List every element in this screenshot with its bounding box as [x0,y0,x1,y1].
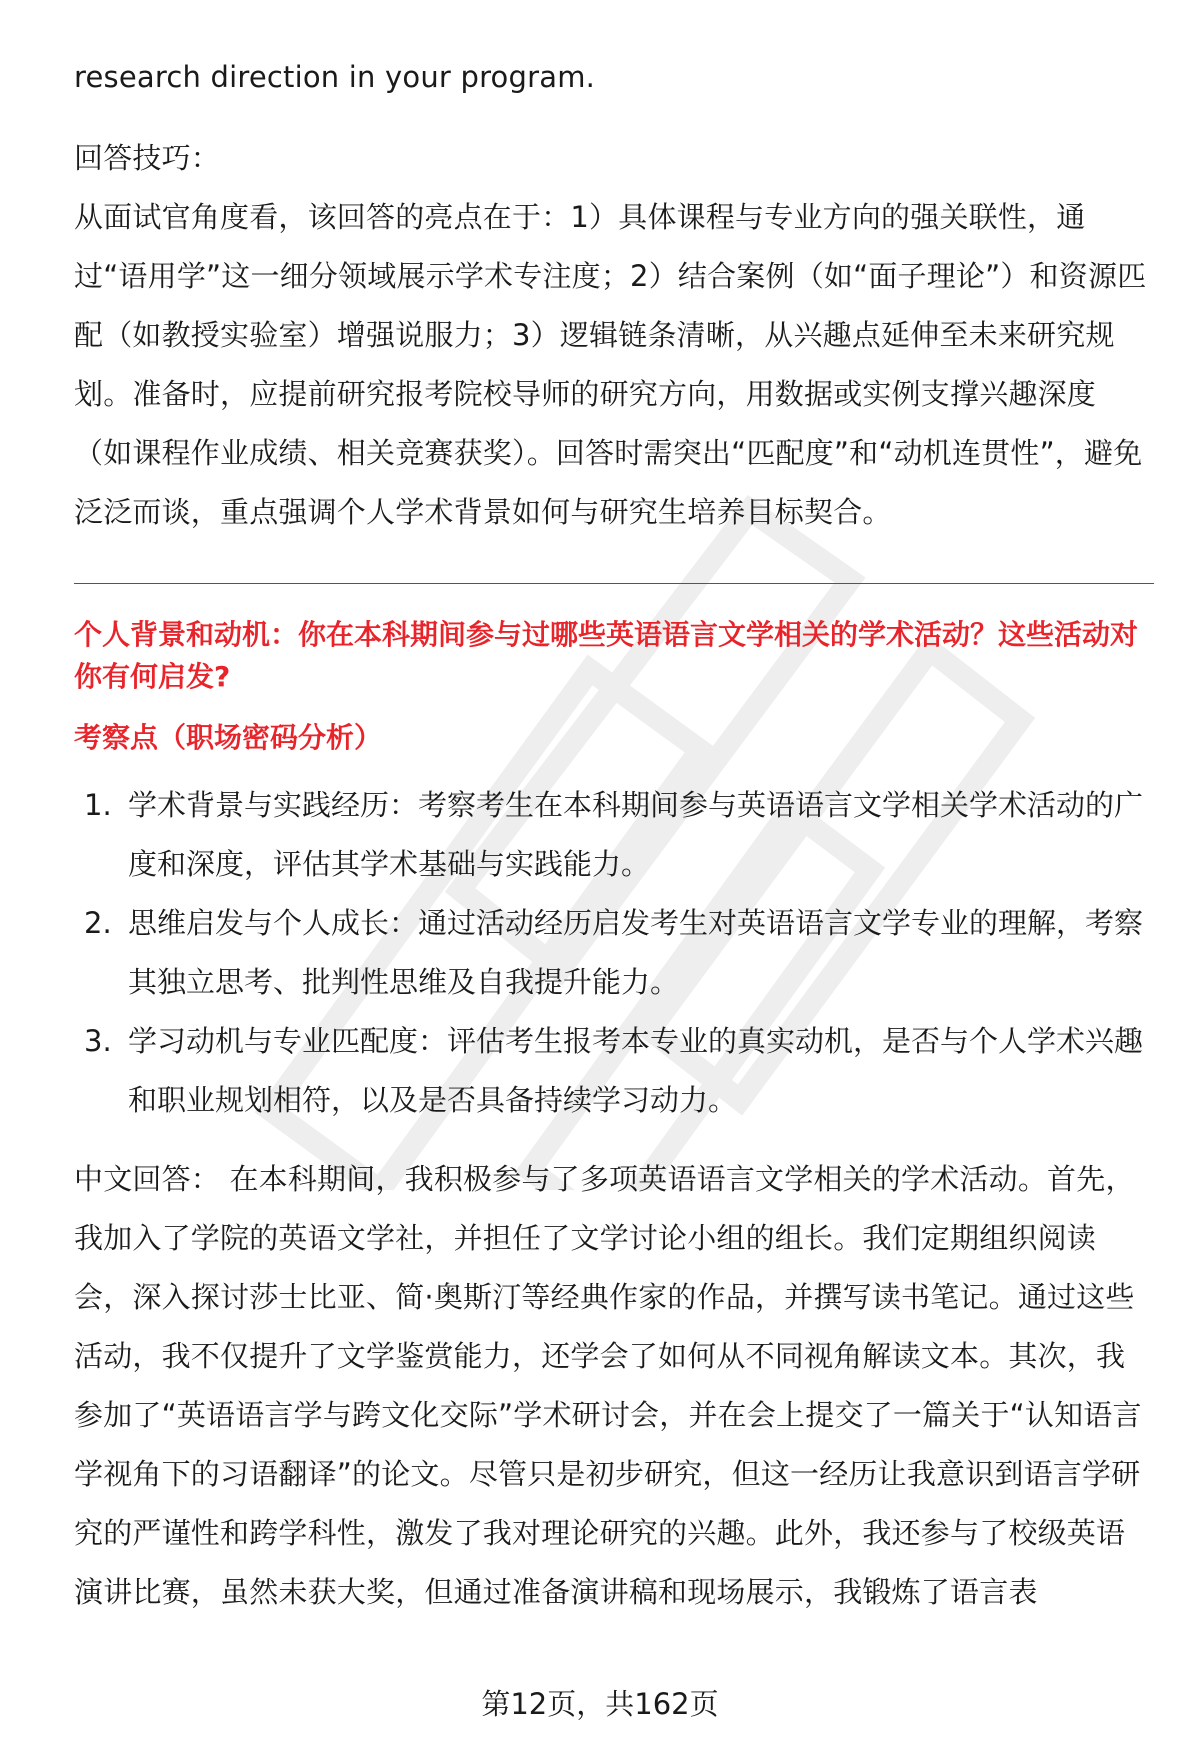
tips-label: 回答技巧： [74,141,221,175]
list-item-number: 2. [84,906,112,940]
question-heading: 个人背景和动机：你在本科期间参与过哪些英语语言文学相关的学术活动？这些活动对你有何启发? [74,618,1139,693]
intro-line: research direction in your program. [74,60,596,94]
answer-text: 在本科期间，我积极参与了多项英语语言文学相关的学术活动。首先，我加入了学院的英语文学社，并担任了文学讨论小组的组长。我们定期组织阅读会，深入探讨莎士比亚、简·奥斯汀等经典作家的作品，并撰写读书笔记。通过这些活动，我不仅提升了文学鉴赏能力，还学会了如何从不同视角解读文本。其次，我参加了“英语语言学与跨文化交际”学术研讨会，并在会上提交了一篇关于“认知语言学视角下的习语翻译”的论文。尽管只是初步研究，但这一经历让我意识到语言学研究的严谨性和跨学科性，激发了我对理论研究的兴趣。此外，我还参与了校级英语演讲比赛，虽然未获大奖，但通过准备演讲稿和现场展示，我锻炼了语言表 [74,1162,1142,1609]
document-page [74,48,1154,1622]
list-item [74,894,1154,1012]
exam-points-heading: 考察点（职场密码分析） [74,721,383,754]
answer-paragraph [74,1150,1154,1622]
tips-paragraph: 从面试官角度看，该回答的亮点在于：1）具体课程与专业方向的强关联性，通过“语用学”这一细分领域展示学术专注度；2）结合案例（如“面子理论”）和资源匹配（如教授实验室）增强说服力；3）逻辑链条清晰，从兴趣点延伸至未来研究规划。准备时，应提前研究报考院校导师的研究方向，用数据或实例支撑兴趣深度（如课程作业成绩、相关竞赛获奖）。回答时需突出“匹配度”和“动机连贯性”，避免泛泛而谈，重点强调个人学术背景如何与研究生培养目标契合。 [74,200,1147,529]
list-item [74,776,1154,894]
list-item-number: 3. [84,1024,112,1058]
answer-label: 中文回答： [74,1162,221,1196]
list-item-number: 1. [84,788,112,822]
exam-points-list [74,776,1154,1130]
list-item-text: 学习动机与专业匹配度：评估考生报考本专业的真实动机，是否与个人学术兴趣和职业规划相符，以及是否具备持续学习动力。 [128,1024,1144,1117]
list-item [74,1012,1154,1130]
list-item-text: 学术背景与实践经历：考察考生在本科期间参与英语语言文学相关学术活动的广度和深度，评估其学术基础与实践能力。 [128,788,1144,881]
list-item-text: 思维启发与个人成长：通过活动经历启发考生对英语语言文学专业的理解，考察其独立思考、批判性思维及自我提升能力。 [128,906,1144,999]
page-number-footer: 第12页，共162页 [481,1687,719,1721]
section-divider [74,583,1154,584]
